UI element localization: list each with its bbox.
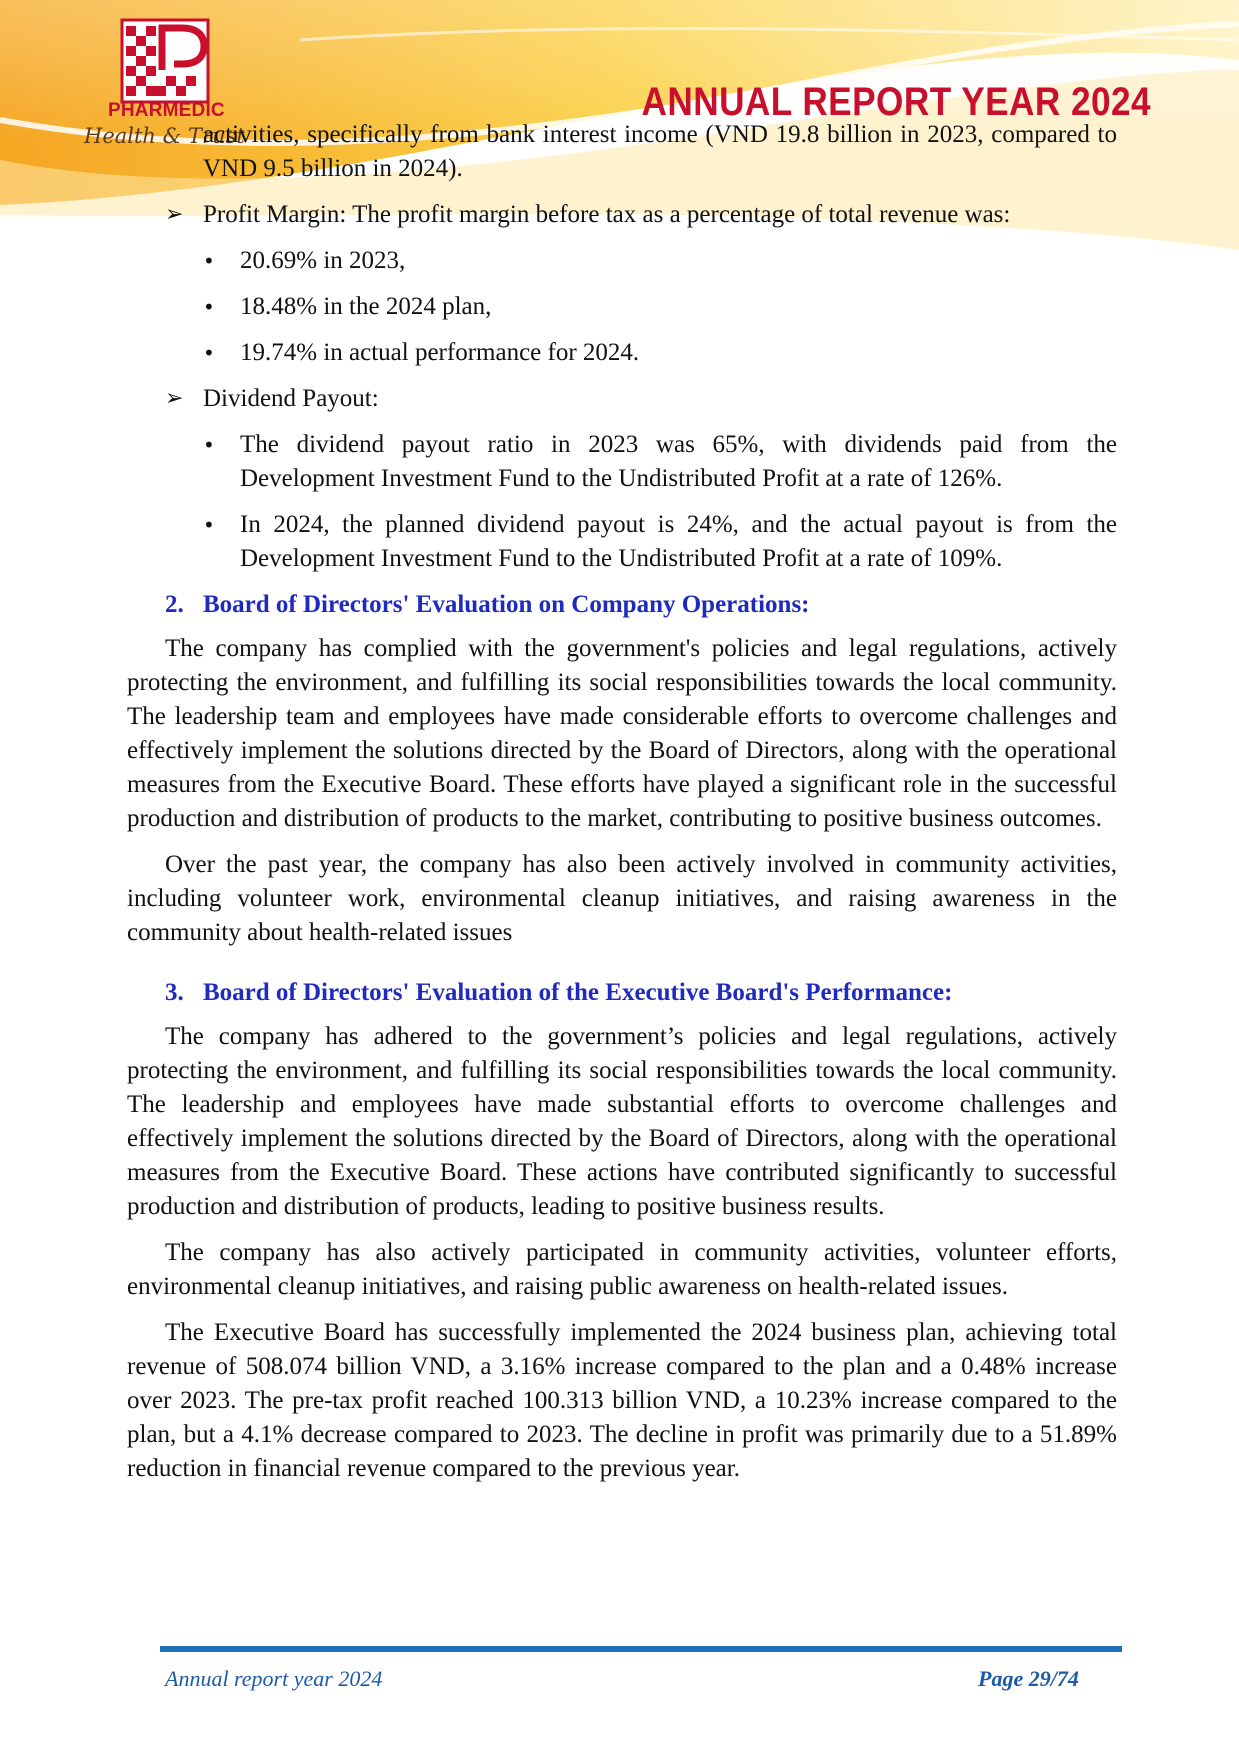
brand-name: PHARMEDIC <box>108 100 225 121</box>
list-item: • The dividend payout ratio in 2023 was 65%, with dividends paid from the Development Investment Fund to the Undistributed Profit at a rate of 126%. <box>203 428 1117 496</box>
bullet-dot-icon: • <box>203 513 215 537</box>
section-heading-3: 3. Board of Directors' Evaluation of the Executive Board's Performance: <box>165 979 953 1006</box>
bullet-dot-icon: • <box>203 249 215 273</box>
paragraph: Over the past year, the company has also been actively involved in community activities, including volunteer work, environmental cleanup initiatives, and raising awareness in the community about health-related issues <box>127 851 1117 946</box>
bullet-dot-icon: • <box>203 295 215 319</box>
list-item: • 19.74% in actual performance for 2024. <box>203 336 1117 370</box>
paragraph: The company has also actively participated in community activities, volunteer efforts, environmental cleanup initiatives, and raising public awareness on health-related issues. <box>127 1239 1117 1300</box>
dividend-label: Dividend Payout: <box>203 385 379 412</box>
continued-paragraph: activities, specifically from bank interest income (VND 19.8 billion in 2023, compared to VND 9.5 billion in 2024). <box>203 121 1117 182</box>
paragraph: The company has adhered to the government’s policies and legal regulations, actively protecting the environment, and fulfilling its social responsibilities towards the local community. The leadership and employees have made substantial efforts to overcome challenges and effectively implement the solutions directed by the Board of Directors, along with the operational measures from the Executive Board. These actions have contributed significantly to successful production and distribution of products, leading to positive business results. <box>127 1023 1117 1220</box>
bullet-dot-icon: • <box>203 341 215 365</box>
footer-report-name: Annual report year 2024 <box>165 1666 383 1691</box>
bullet-dot-icon: • <box>203 433 215 457</box>
profit-margin-label: Profit Margin: The profit margin before tax as a percentage of total revenue was: <box>203 201 1011 228</box>
paragraph: The Executive Board has successfully implemented the 2024 business plan, achieving total revenue of 508.074 billion VND, a 3.16% increase compared to the plan and a 0.48% increase over 2023. The pre-tax profit reached 100.313 billion VND, a 10.23% increase compared to the plan, but a 4.1% decrease compared to 2023. The decline in profit was primarily due to a 51.89% reduction in financial revenue compared to the previous year. <box>127 1319 1117 1482</box>
dividend-item <box>165 382 1117 416</box>
list-item: • 18.48% in the 2024 plan, <box>203 290 1117 324</box>
report-title: ANNUAL REPORT YEAR 2024 <box>641 80 1151 124</box>
arrow-bullet-icon: ➢ <box>165 386 184 411</box>
list-item: • 20.69% in 2023, <box>203 244 1117 278</box>
arrow-bullet-icon: ➢ <box>165 202 184 227</box>
brand-tagline: Health & Trust <box>84 124 245 148</box>
section-heading-2: 2. Board of Directors' Evaluation on Company Operations: <box>165 591 810 618</box>
page-number: Page 29/74 <box>978 1666 1079 1691</box>
profit-margin-item <box>165 198 1117 232</box>
list-item: • In 2024, the planned dividend payout is 24%, and the actual payout is from the Development Investment Fund to the Undistributed Profit at a rate of 109%. <box>203 508 1117 576</box>
footer-divider <box>160 1646 1122 1652</box>
pharmedic-logo-icon <box>120 18 210 104</box>
profit-margin-list <box>165 244 1117 370</box>
paragraph: The company has complied with the government's policies and legal regulations, actively protecting the environment, and fulfilling its social responsibilities towards the local community. The leadership team and employees have made considerable efforts to overcome challenges and effectively implement the solutions directed by the Board of Directors, along with the operational measures from the Executive Board. These efforts have played a significant role in the successful production and distribution of products to the market, contributing to positive business outcomes. <box>127 635 1117 832</box>
dividend-list <box>165 428 1117 576</box>
